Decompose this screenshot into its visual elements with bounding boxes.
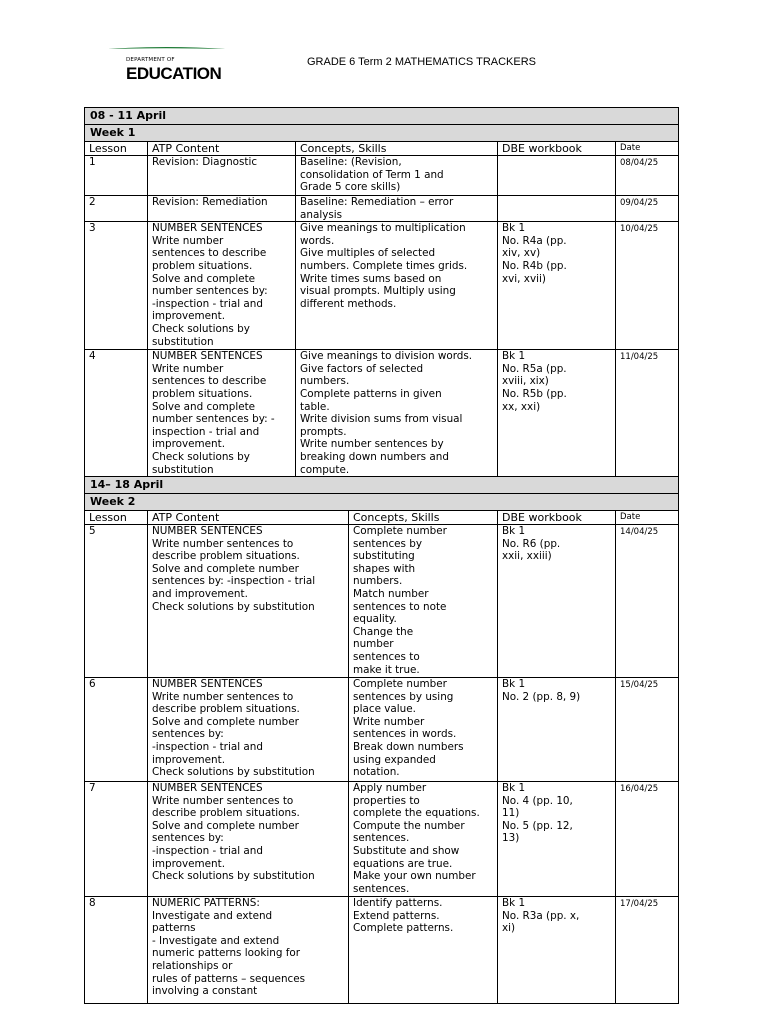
dbe-cell: Bk 1 No. R6 (pp. xxii, xxiii) <box>498 525 616 678</box>
concepts-cell: Apply number properties to complete the equations. Compute the number sentences. Substitute and show equations are true. Make your own number sentences. <box>349 782 498 897</box>
table-row <box>85 196 679 222</box>
date-cell: 15/04/25 <box>616 678 679 782</box>
atp-cell: NUMBER SENTENCES Write number sentences to describe problem situations. Solve and complete number sentences by: - inspection - trial and improvement. Check solutions by substitution <box>148 350 296 478</box>
lesson-cell: 4 <box>85 350 148 478</box>
col-date: Date <box>616 142 679 156</box>
col-atp: ATP Content <box>148 511 349 525</box>
date-cell: 09/04/25 <box>616 196 679 222</box>
col-atp: ATP Content <box>148 142 296 156</box>
col-date: Date <box>616 511 679 525</box>
week1-table <box>84 107 679 478</box>
col-dbe: DBE workbook <box>498 142 616 156</box>
concepts-cell: Complete number sentences by using place value. Write number sentences in words. Break down numbers using expanded notation. <box>349 678 498 782</box>
lesson-cell: 5 <box>85 525 148 678</box>
table-row <box>85 156 679 196</box>
week1-label-row <box>85 125 679 142</box>
dbe-cell: Bk 1 No. 4 (pp. 10, 11) No. 5 (pp. 12, 13) <box>498 782 616 897</box>
dbe-cell: Bk 1 No. R3a (pp. x, xi) <box>498 897 616 1004</box>
week1-date-range: 08 - 11 April <box>85 108 679 125</box>
table-row <box>85 897 679 1004</box>
page-title: GRADE 6 Term 2 MATHEMATICS TRACKERS <box>307 56 537 68</box>
col-concepts: Concepts, Skills <box>349 511 498 525</box>
week2-date-range-row <box>85 477 679 494</box>
lesson-cell: 7 <box>85 782 148 897</box>
atp-cell: NUMBER SENTENCES Write number sentences to describe problem situations. Solve and complete number sentences by: -inspection - trial and improvement. Check solutions by substitution <box>148 525 349 678</box>
week1-date-range-row <box>85 108 679 125</box>
col-dbe: DBE workbook <box>498 511 616 525</box>
table-row <box>85 222 679 350</box>
week2-label-row <box>85 494 679 511</box>
concepts-cell: Give meanings to division words. Give factors of selected numbers. Complete patterns in given table. Write division sums from visual prompts. Write number sentences by breaking down numbers and compute. <box>296 350 498 478</box>
atp-cell: NUMBER SENTENCES Write number sentences to describe problem situations. Solve and complete number sentences by: -inspection - trial and improvement. Check solutions by substitution <box>148 678 349 782</box>
table-row <box>85 525 679 678</box>
date-cell: 14/04/25 <box>616 525 679 678</box>
logo-swoosh-icon <box>104 46 228 54</box>
concepts-cell: Identify patterns. Extend patterns. Complete patterns. <box>349 897 498 1004</box>
date-cell: 17/04/25 <box>616 897 679 1004</box>
table-row <box>85 350 679 478</box>
lesson-cell: 1 <box>85 156 148 196</box>
lesson-cell: 3 <box>85 222 148 350</box>
logo-education-text: EDUCATION <box>126 64 222 83</box>
concepts-cell: Complete number sentences by substituting shapes with numbers. Match number sentences to note equality. Change the number sentences to make it true. <box>349 525 498 678</box>
table-row <box>85 678 679 782</box>
col-lesson: Lesson <box>85 511 148 525</box>
table-row <box>85 782 679 897</box>
concepts-cell: Baseline: Remediation – error analysis <box>296 196 498 222</box>
lesson-cell: 6 <box>85 678 148 782</box>
dbe-cell: Bk 1 No. R4a (pp. xiv, xv) No. R4b (pp. xvi, xvii) <box>498 222 616 350</box>
department-logo <box>104 46 228 90</box>
week1-label: Week 1 <box>85 125 679 142</box>
week2-label: Week 2 <box>85 494 679 511</box>
date-cell: 10/04/25 <box>616 222 679 350</box>
lesson-cell: 2 <box>85 196 148 222</box>
concepts-cell: Baseline: (Revision, consolidation of Term 1 and Grade 5 core skills) <box>296 156 498 196</box>
atp-cell: NUMERIC PATTERNS: Investigate and extend patterns - Investigate and extend numeric patterns looking for relationships or rules of patterns – sequences involving a constant <box>148 897 349 1004</box>
date-cell: 16/04/25 <box>616 782 679 897</box>
dbe-cell: Bk 1 No. R5a (pp. xviii, xix) No. R5b (pp. xx, xxi) <box>498 350 616 478</box>
week1-column-headers <box>85 142 679 156</box>
col-lesson: Lesson <box>85 142 148 156</box>
concepts-cell: Give meanings to multiplication words. Give multiples of selected numbers. Complete times grids. Write times sums based on visual prompts. Multiply using different methods. <box>296 222 498 350</box>
week2-column-headers <box>85 511 679 525</box>
dbe-cell <box>498 156 616 196</box>
atp-cell: NUMBER SENTENCES Write number sentences to describe problem situations. Solve and complete number sentences by: -inspection - trial and improvement. Check solutions by substitution <box>148 782 349 897</box>
lesson-cell: 8 <box>85 897 148 1004</box>
atp-cell: Revision: Remediation <box>148 196 296 222</box>
date-cell: 08/04/25 <box>616 156 679 196</box>
atp-cell: NUMBER SENTENCES Write number sentences to describe problem situations. Solve and complete number sentences by: -inspection - trial and improvement. Check solutions by substitution <box>148 222 296 350</box>
dbe-cell: Bk 1 No. 2 (pp. 8, 9) <box>498 678 616 782</box>
dbe-cell <box>498 196 616 222</box>
col-concepts: Concepts, Skills <box>296 142 498 156</box>
date-cell: 11/04/25 <box>616 350 679 478</box>
atp-cell: Revision: Diagnostic <box>148 156 296 196</box>
week2-date-range: 14– 18 April <box>85 477 679 494</box>
logo-department-text: DEPARTMENT OF <box>126 57 175 63</box>
week2-table <box>84 476 679 1004</box>
